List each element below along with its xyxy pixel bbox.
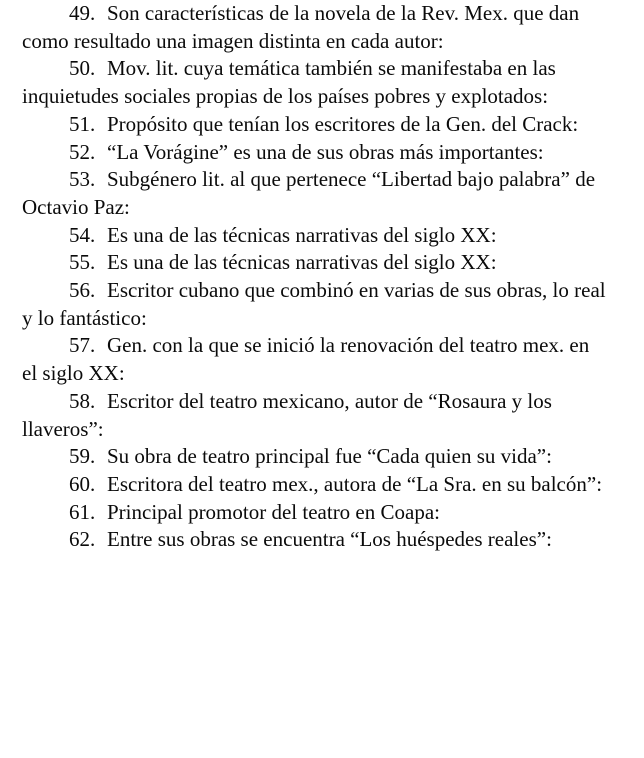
question-number: 55. <box>69 250 96 275</box>
question-text: Escritora del teatro mex., autora de “La Sra. en su balcón”: <box>107 471 603 496</box>
question-number: 49. <box>69 1 96 25</box>
question-text: Es una de las técnicas narrativas del siglo XX: <box>107 250 497 275</box>
question-number: 56. <box>69 278 96 303</box>
question-text: Subgénero lit. al que pertenece “Libertad bajo palabra” de Octavio Paz: <box>22 167 596 219</box>
question-text: Escritor del teatro mexicano, autor de “Rosaura y los llaveros”: <box>22 388 552 441</box>
question-61 <box>22 499 606 527</box>
question-57 <box>22 332 606 387</box>
question-number: 53. <box>69 167 96 192</box>
question-number: 61. <box>69 499 96 524</box>
question-number: 51. <box>69 111 96 136</box>
question-text: Entre sus obras se encuentra “Los huéspedes reales”: <box>107 527 552 552</box>
question-number: 58. <box>69 388 96 413</box>
question-text: Principal promotor del teatro en Coapa: <box>107 499 440 524</box>
question-text: Son características de la novela de la Rev. Mex. que dan como resultado una imagen distinta en cada autor: <box>22 1 580 53</box>
question-52 <box>22 139 606 167</box>
question-text: Propósito que tenían los escritores de la Gen. del Crack: <box>107 111 579 136</box>
question-49 <box>22 0 606 55</box>
question-62 <box>22 526 606 554</box>
question-text: “La Vorágine” es una de sus obras más importantes: <box>107 139 544 164</box>
question-50 <box>22 55 606 110</box>
question-58 <box>22 388 606 443</box>
question-text: Escritor cubano que combinó en varias de sus obras, lo real y lo fantástico: <box>22 278 606 330</box>
question-text: Su obra de teatro principal fue “Cada quien su vida”: <box>107 444 552 469</box>
question-number: 52. <box>69 139 96 164</box>
question-number: 59. <box>69 444 96 469</box>
question-text: Mov. lit. cuya temática también se manifestaba en las inquietudes sociales propias de los países pobres y explotados: <box>22 56 556 109</box>
question-56 <box>22 277 606 332</box>
question-number: 50. <box>69 56 96 81</box>
question-number: 62. <box>69 527 96 552</box>
question-number: 60. <box>69 471 96 496</box>
question-54 <box>22 222 606 250</box>
question-number: 54. <box>69 222 96 247</box>
question-list <box>22 0 606 554</box>
question-53 <box>22 166 606 221</box>
question-text: Gen. con la que se inició la renovación del teatro mex. en el siglo XX: <box>22 333 590 386</box>
question-59 <box>22 443 606 471</box>
question-60 <box>22 471 606 499</box>
question-text: Es una de las técnicas narrativas del siglo XX: <box>107 222 497 247</box>
question-number: 57. <box>69 333 96 358</box>
question-51 <box>22 111 606 139</box>
question-55 <box>22 249 606 277</box>
